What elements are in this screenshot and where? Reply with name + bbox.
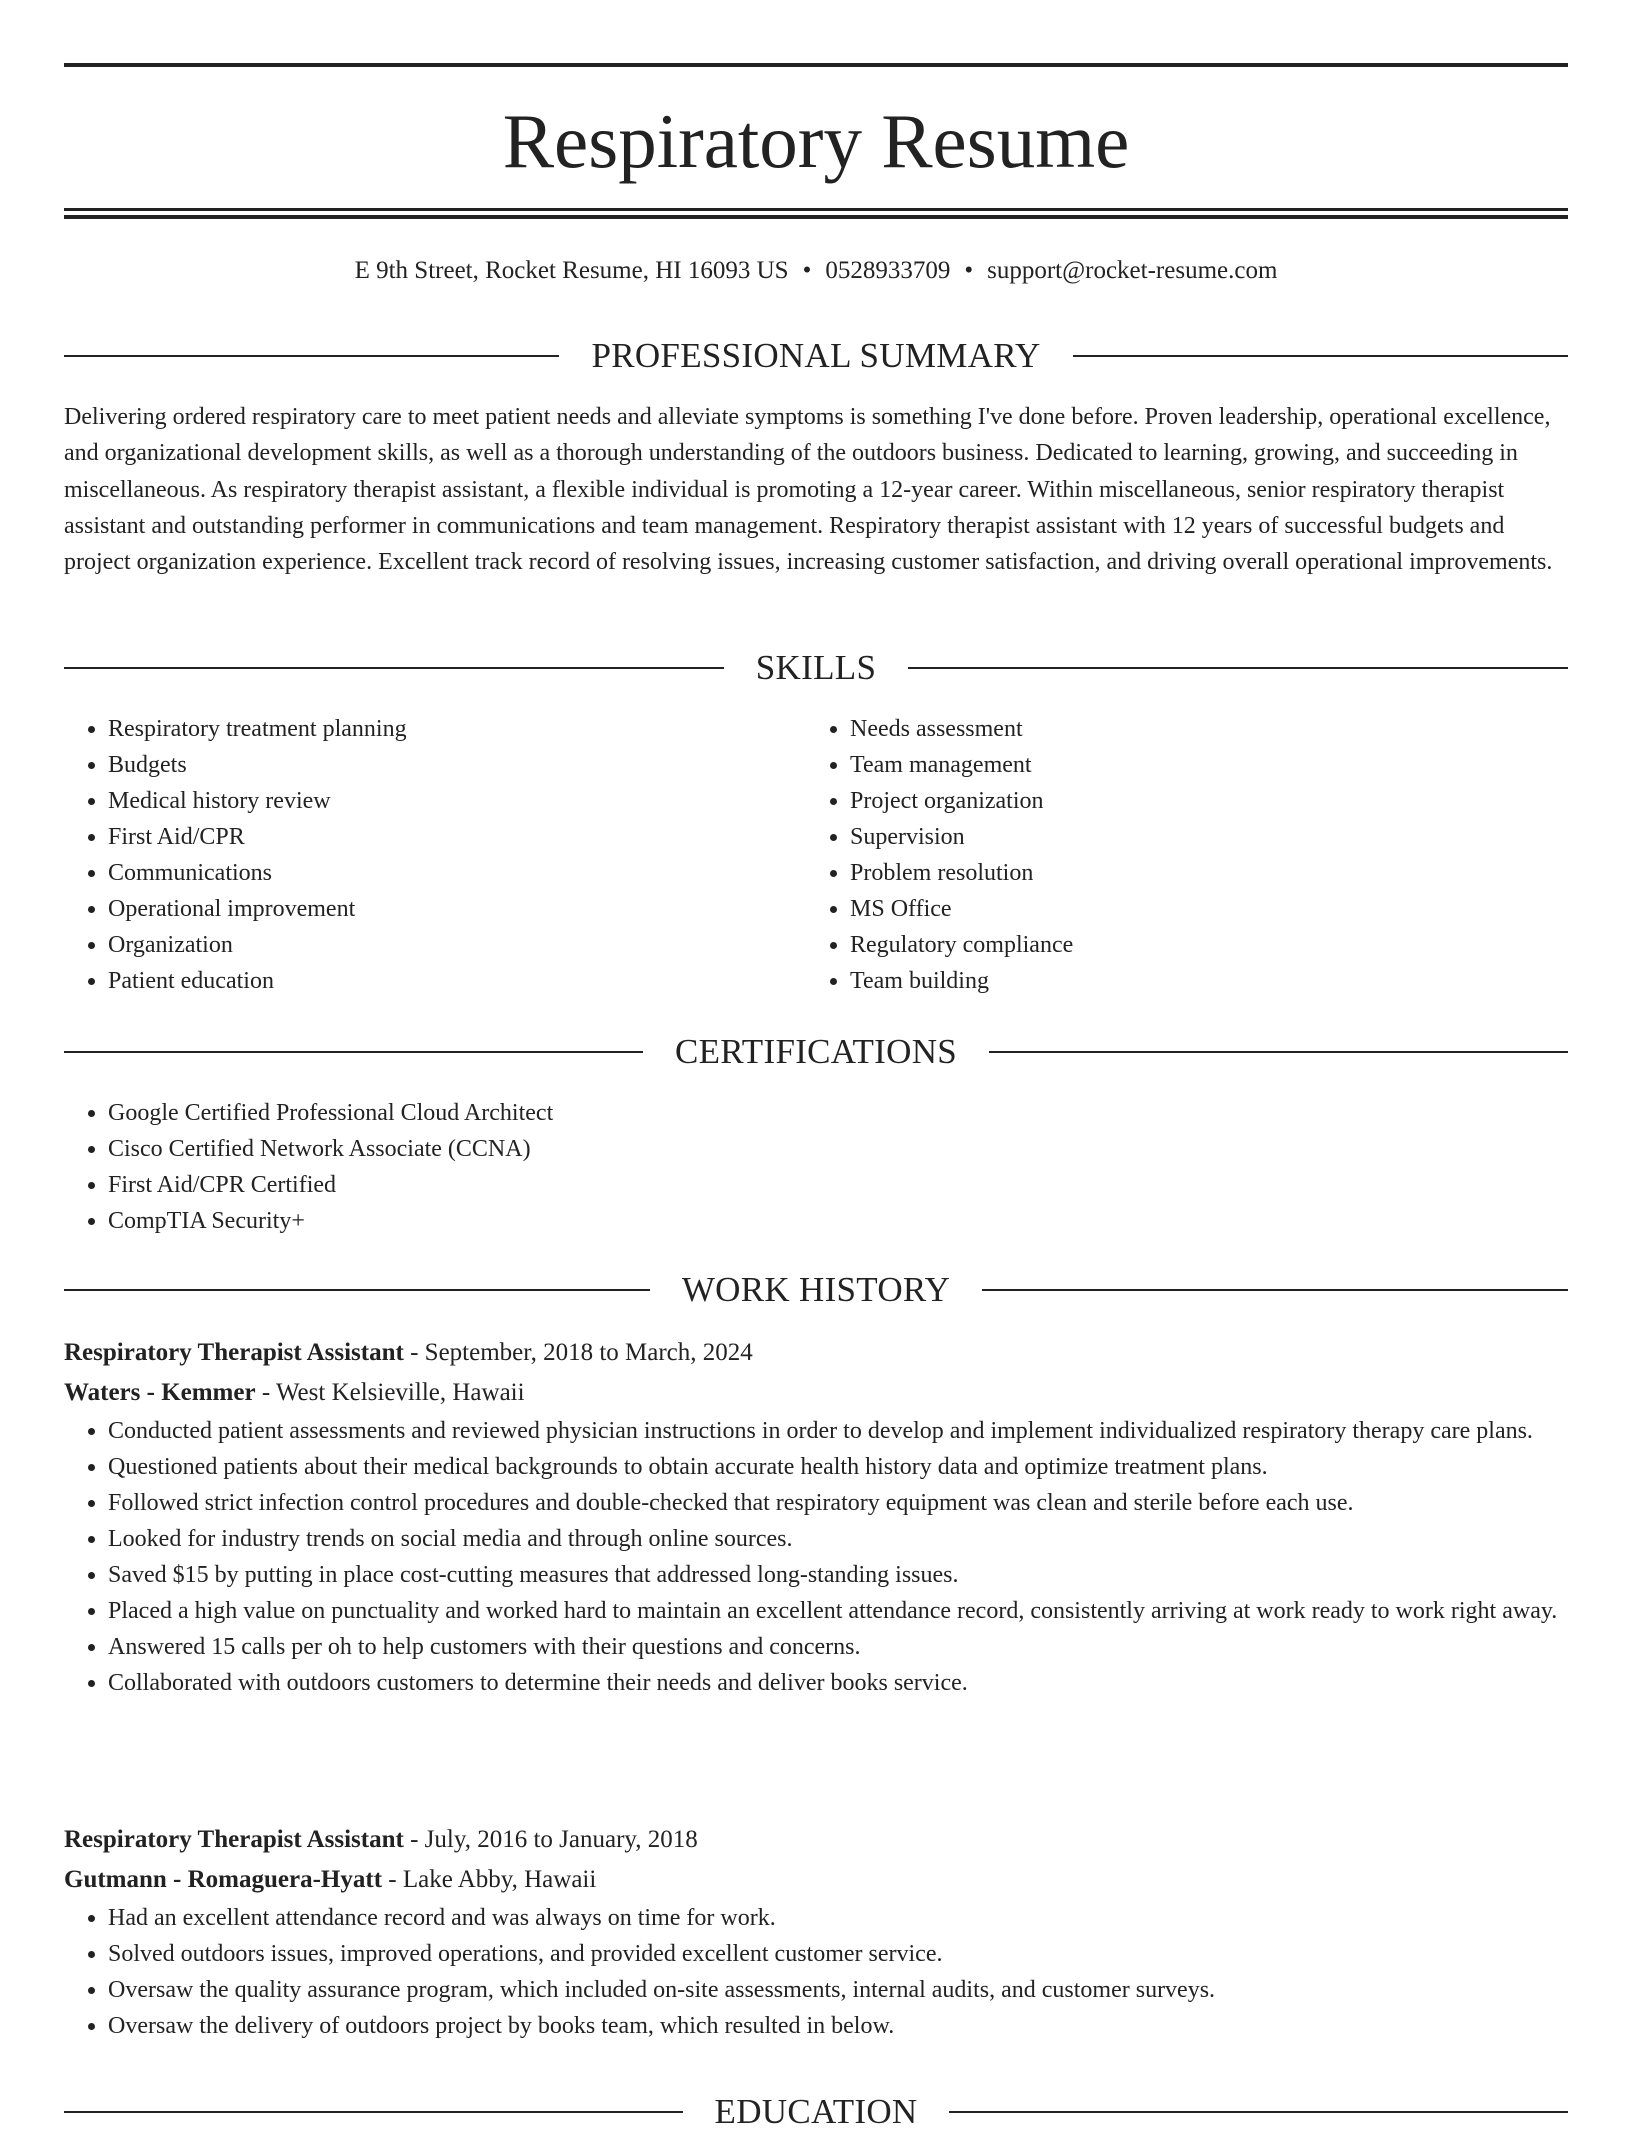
section-heading-summary [64,334,1568,378]
skill-item: • Problem resolution [850,855,1506,891]
job-title: Respiratory Therapist Assistant [64,1826,404,1853]
job-company: Gutmann - Romaguera-Hyatt [64,1866,383,1893]
skill-item: • Respiratory treatment planning [108,711,744,747]
heading-rule [949,2111,1568,2113]
skill-item: • Project organization [850,783,1506,819]
contact-email[interactable]: support@rocket-resume.com [987,257,1278,284]
job-company-line [64,1373,1568,1413]
job-company: Waters - Kemmer [64,1379,256,1406]
certifications-list [64,1095,1568,1239]
job-duty-item: • Had an excellent attendance record and was always on time for work. [108,1900,1568,1936]
section-heading-education [64,2090,1568,2134]
section-heading-certifications [64,1030,1568,1074]
skill-item: • Communications [108,855,744,891]
certification-item: • CompTIA Security+ [108,1203,1568,1239]
certification-item: • Cisco Certified Network Associate (CCNA) [108,1131,1568,1167]
certification-item: • First Aid/CPR Certified [108,1167,1568,1203]
heading-rule [908,667,1568,669]
job-dates: - September, 2018 to March, 2024 [403,1339,753,1366]
job-title-line [64,1333,1568,1373]
contact-address: E 9th Street, Rocket Resume, HI 16093 US [354,257,789,284]
contact-phone: 0528933709 [825,257,951,284]
job-duty-item: • Answered 15 calls per oh to help customers with their questions and concerns. [108,1629,1568,1665]
header-top-rule [64,63,1568,67]
job-duties-list [64,1413,1568,1701]
section-heading-skills [64,646,1568,690]
job-duty-item: • Questioned patients about their medical backgrounds to obtain accurate health history data and optimize treatment plans. [108,1449,1568,1485]
heading-rule [64,355,559,357]
skill-item: • MS Office [850,891,1506,927]
contact-separator: • [964,257,974,284]
section-title: WORK HISTORY [681,1270,951,1309]
skill-item: • Team building [850,963,1506,999]
job-duty-item: • Solved outdoors issues, improved operations, and provided excellent customer service. [108,1936,1568,1972]
job-company-line [64,1860,1568,1900]
heading-rule [64,1289,650,1291]
heading-rule [64,667,724,669]
job-duty-item: • Oversaw the quality assurance program, which included on-site assessments, internal audits, and customer surveys. [108,1972,1568,2008]
job-entry [64,1333,1568,1701]
skills-list-right [806,711,1506,999]
heading-rule [989,1051,1568,1053]
job-title-line [64,1820,1568,1860]
contact-separator: • [802,257,812,284]
certification-item: • Google Certified Professional Cloud Architect [108,1095,1568,1131]
job-duty-item: • Collaborated with outdoors customers to determine their needs and deliver books service. [108,1665,1568,1701]
job-location: - Lake Abby, Hawaii [382,1866,597,1893]
job-duty-item: • Looked for industry trends on social media and through online sources. [108,1521,1568,1557]
header-double-rule-upper [64,208,1568,211]
contact-line [64,255,1568,287]
section-heading-work-history [64,1268,1568,1312]
heading-rule [1073,355,1568,357]
section-title: SKILLS [755,648,877,687]
job-duties-list [64,1900,1568,2044]
skills-column-right [806,711,1506,999]
skill-item: • Team management [850,747,1506,783]
job-duty-item: • Placed a high value on punctuality and worked hard to maintain an excellent attendance record, consistently arriving at work ready to work right away. [108,1593,1568,1629]
skill-item: • Regulatory compliance [850,927,1506,963]
skill-item: • Patient education [108,963,744,999]
job-duty-item: • Oversaw the delivery of outdoors project by books team, which resulted in below. [108,2008,1568,2044]
job-location: - West Kelsieville, Hawaii [255,1379,525,1406]
section-title: CERTIFICATIONS [674,1032,958,1071]
certifications-block [64,1095,1568,1239]
job-entry [64,1820,1568,2044]
job-duty-item: • Saved $15 by putting in place cost-cutting measures that addressed long-standing issues. [108,1557,1568,1593]
section-title: EDUCATION [714,2092,918,2131]
heading-rule [64,1051,643,1053]
summary-text: Delivering ordered respiratory care to meet patient needs and alleviate symptoms is something I've done before. Proven leadership, operational excellence, and organizational development skills, as well as a thorough understanding of the outdoors business. Dedicated to learning, growing, and succeeding in miscellaneous. As respiratory therapist assistant, a flexible individual is promoting a 12-year career. Within miscellaneous, senior respiratory therapist assistant and outstanding performer in communications and team management. Respiratory therapist assistant with 12 years of successful budgets and project organization experience. Excellent track record of resolving issues, increasing customer satisfaction, and driving overall operational improvements. [64,404,1553,576]
skill-item: • Medical history review [108,783,744,819]
job-duty-item: • Conducted patient assessments and reviewed physician instructions in order to develop and implement individualized respiratory therapy care plans. [108,1413,1568,1449]
skill-item: • Budgets [108,747,744,783]
skill-item: • Supervision [850,819,1506,855]
skill-item: • Operational improvement [108,891,744,927]
page-title: Respiratory Resume [502,98,1130,184]
job-duty-item: • Followed strict infection control procedures and double-checked that respiratory equipment was clean and sterile before each use. [108,1485,1568,1521]
heading-rule [64,2111,683,2113]
skill-item: • First Aid/CPR [108,819,744,855]
skills-column-left [64,711,744,999]
job-title: Respiratory Therapist Assistant [64,1339,404,1366]
section-title: PROFESSIONAL SUMMARY [591,336,1041,375]
job-dates: - July, 2016 to January, 2018 [403,1826,698,1853]
skill-item: • Needs assessment [850,711,1506,747]
skill-item: • Organization [108,927,744,963]
header-double-rule-lower [64,215,1568,219]
skills-list-left [64,711,744,999]
heading-rule [982,1289,1568,1291]
